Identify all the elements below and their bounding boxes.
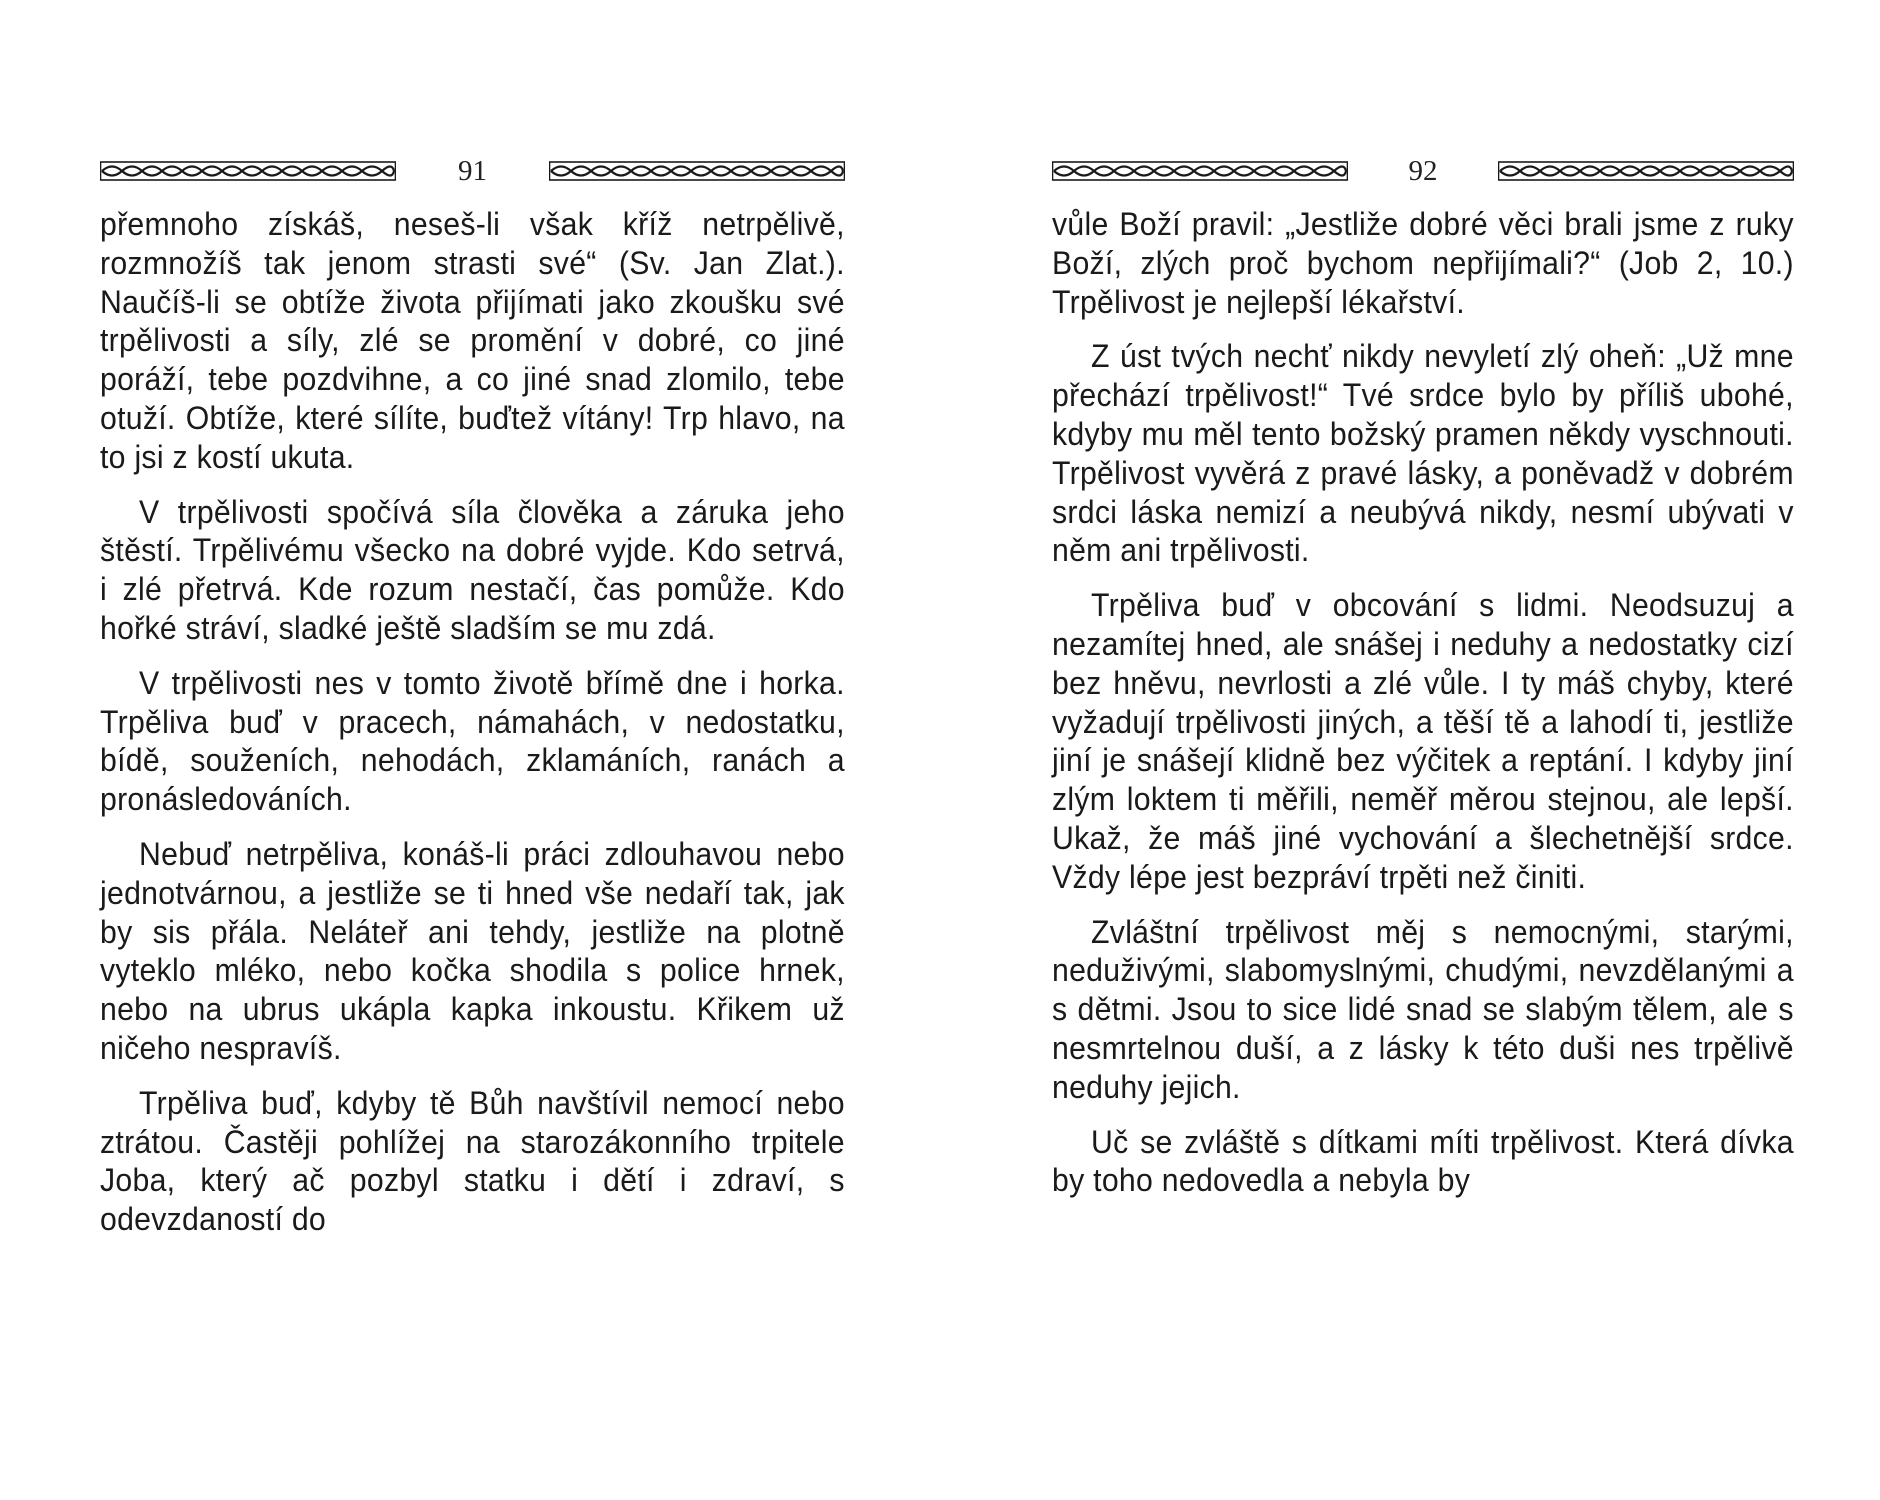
paragraph: Zvláštní trpělivost měj s nemocnými, starými, neduživými, slabomyslnými, chudými, nevzdělanými a s dětmi. Jsou to sice lidé snad se slabým tělem, ale s nesmrtelnou duší, a z lásky k této duši nes trpělivě neduhy jejich. [1052,913,1794,1105]
page-number: 91 [458,155,487,187]
page-header [1052,156,1794,186]
page-text [100,205,845,1239]
right-page [1052,0,1794,1500]
paragraph: Uč se zvláště s dítkami míti trpělivost. Která dívka by toho nedovedla a nebyla by [1052,1123,1794,1199]
page-text [1052,205,1794,1200]
paragraph: Trpěliva buď v obcování s lidmi. Neodsuzuj a nezamítej hned, ale snášej i neduhy a nedostatky cizí bez hněvu, nevrlosti a zlé vůle. I ty máš chyby, které vyžadují trpělivosti jiných, a těší tě a lahodí ti, jestliže jiní je snášejí klidně bez výčitek a reptání. I kdyby jiní zlým loktem ti měřili, neměř měrou stejnou, ale lepší. Ukaž, že máš jiné vychování a šlechetnější srdce. Vždy lépe jest bezpráví trpěti než činiti. [1052,587,1794,895]
ornament-knot-band-icon [1498,161,1794,181]
paragraph: Trpěliva buď, kdyby tě Bůh navštívil nemocí nebo ztrátou. Častěji pohlížej na starozákonního trpitele Joba, který ač pozbyl statku i dětí i zdraví, s odevzdaností do [100,1084,845,1238]
paragraph: vůle Boží pravil: „Jestliže dobré věci brali jsme z ruky Boží, zlých proč bychom nepřijímali?“ (Job 2, 10.) Trpělivost je nejlepší lékařství. [1052,206,1794,320]
ornament-knot-band-icon [100,161,396,181]
left-page [100,0,845,1500]
page-header [100,156,845,186]
page-number: 92 [1408,155,1438,187]
paragraph: V trpělivosti spočívá síla člověka a záruka jeho štěstí. Trpělivému všecko na dobré vyjde. Kdo setrvá, i zlé přetrvá. Kde rozum nestačí, čas pomůže. Kdo hořké stráví, sladké ještě sladším se mu zdá. [100,493,845,646]
paragraph: V trpělivosti nes v tomto životě břímě dne i horka. Trpěliva buď v pracech, námahách, v nedostatku, bídě, souženích, nehodách, zklamáních, ranách a pronásledováních. [100,664,845,818]
paragraph: Nebuď netrpěliva, konáš-li práci zdlouhavou nebo jednotvárnou, a jestliže se ti hned vše nedaří tak, jak by sis přála. Neláteř ani tehdy, jestliže na plotně vyteklo mléko, nebo kočka shodila s police hrnek, nebo na ubrus ukápla kapka inkoustu. Křikem už ničeho nespravíš. [100,835,845,1066]
ornament-knot-band-icon [1052,161,1348,181]
paragraph: přemnoho získáš, neseš-li však kříž netrpělivě, rozmnožíš tak jenom strasti své“ (Sv. Jan Zlat.). Naučíš-li se obtíže života přijímati jako zkoušku své trpělivosti a síly, zlé se promění v dobré, co jiné poráží, tebe pozdvihne, a co jiné snad zlomilo, tebe otuží. Obtíže, které sílíte, buďtež vítány! Trp hlavo, na to jsi z kostí ukuta. [100,206,845,475]
paragraph: Z úst tvých nechť nikdy nevyletí zlý oheň: „Už mne přechází trpělivost!“ Tvé srdce bylo by příliš ubohé, kdyby mu měl tento božský pramen někdy vyschnouti. Trpělivost vyvěrá z pravé lásky, a poněvadž v dobrém srdci láska nemizí a neubývá nikdy, nesmí ubývati v něm ani trpělivosti. [1052,338,1794,569]
ornament-knot-band-icon [549,161,845,181]
